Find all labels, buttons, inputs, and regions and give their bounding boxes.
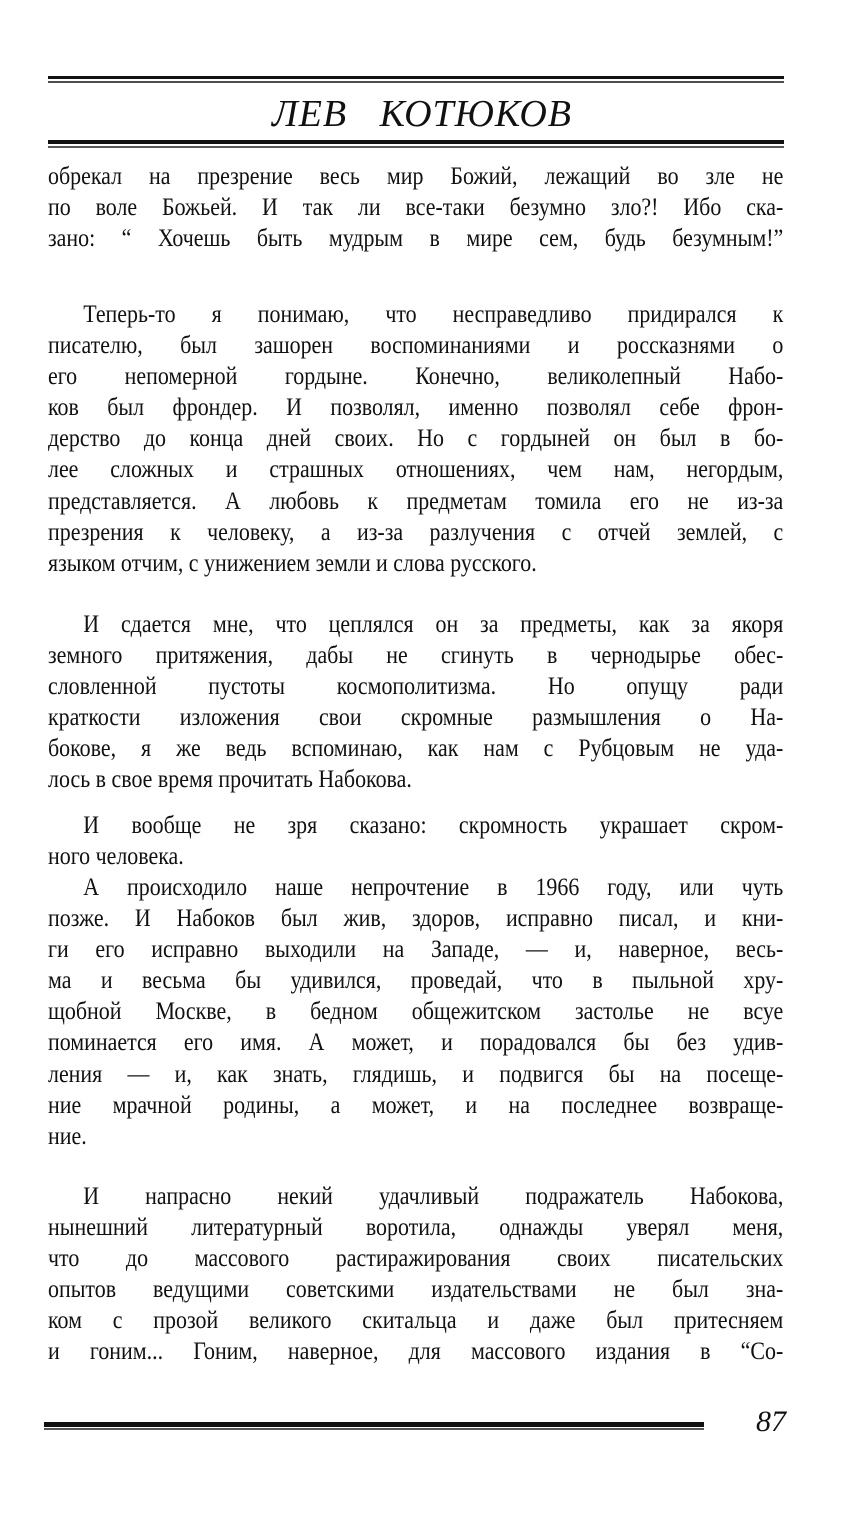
paragraph xyxy=(48,298,784,578)
header-rule-bottom-thin xyxy=(48,146,784,148)
text-line: ного человека. xyxy=(48,841,184,871)
text-line: зано: “ Хочешь быть мудрым в мире сем, будь безумным!” xyxy=(48,223,784,253)
page-number: 87 xyxy=(756,1405,786,1438)
text-line: И сдается мне, что цеплялся он за предметы, как за якоря xyxy=(83,609,784,638)
text-line: ков был фрондер. И позволял, именно позволял себе фрон- xyxy=(48,392,784,422)
text-line: краткости изложения свои скромные размышления о На- xyxy=(48,702,784,732)
footer-rule xyxy=(44,1422,704,1427)
text-line: что до массового растиражирования своих писательских xyxy=(48,1243,784,1273)
text-line: щобной Москве, в бедном общежитском застолье не всуе xyxy=(48,996,784,1026)
running-head-author: ЛЕВ КОТЮКОВ xyxy=(271,93,573,135)
header-rule-top-thin xyxy=(48,81,784,83)
footer-rule-thin xyxy=(44,1428,704,1430)
text-line: по воле Божьей. И так ли все-таки безумно зло?! Ибо ска- xyxy=(48,192,784,222)
text-line: ние мрачной родины, а может, и на последнее возвраще- xyxy=(48,1089,784,1119)
text-line: земного притяжения, дабы не сгинуть в чернодырье обес- xyxy=(48,640,784,670)
text-line: и гоним... Гоним, наверное, для массового издания в “Со- xyxy=(48,1336,784,1366)
text-line: позже. И Набоков был жив, здоров, исправно писал, и кни- xyxy=(48,903,784,933)
text-line: И вообще не зря сказано: скромность украшает скром- xyxy=(83,810,784,839)
text-line: презрения к человеку, а из-за разлучения с отчей землей, с xyxy=(48,516,784,546)
text-line: ги его исправно выходили на Западе, — и, наверное, весь- xyxy=(48,934,784,964)
text-line: поминается его имя. А может, и порадовался бы без удив- xyxy=(48,1027,784,1057)
paragraph xyxy=(48,608,784,795)
text-line: Теперь-то я понимаю, что несправедливо придирался к xyxy=(83,299,784,328)
header-rule-bottom xyxy=(48,140,784,144)
text-line: лось в свое время прочитать Набокова. xyxy=(48,764,412,794)
text-line: ние. xyxy=(48,1120,87,1150)
text-line: дерство до конца дней своих. Но с гордыней он был в бо- xyxy=(48,423,784,453)
text-line: писателю, был зашорен воспоминаниями и россказнями о xyxy=(48,330,784,360)
paragraph xyxy=(48,1180,784,1367)
text-line: обрекал на презрение весь мир Божий, лежащий во зле не xyxy=(48,161,784,190)
text-line: опытов ведущими советскими издательствами не был зна- xyxy=(48,1274,784,1304)
text-line: А происходило наше непрочтение в 1966 году, или чуть xyxy=(83,872,784,901)
text-line: ления — и, как знать, глядишь, и подвигся бы на посеще- xyxy=(48,1058,784,1088)
text-line: ма и весьма бы удивился, проведай, что в пыльной хру- xyxy=(48,965,784,995)
text-line: его непомерной гордыне. Конечно, великолепный Набо- xyxy=(48,361,784,391)
paragraph-continuation xyxy=(48,160,784,253)
text-line: словленной пустоты космополитизма. Но опущу ради xyxy=(48,671,784,701)
paragraph xyxy=(48,871,784,1151)
text-line: бокове, я же ведь вспоминаю, как нам с Рубцовым не уда- xyxy=(48,733,784,763)
paragraph xyxy=(48,809,784,871)
text-line: лее сложных и страшных отношениях, чем нам, негордым, xyxy=(48,454,784,484)
text-line: ком с прозой великого скитальца и даже был притесняем xyxy=(48,1305,784,1335)
text-line: нынешний литературный воротила, однажды уверял меня, xyxy=(48,1212,784,1242)
text-line: представляется. А любовь к предметам томила его не из-за xyxy=(48,485,784,515)
text-line: языком отчим, с унижением земли и слова русского. xyxy=(48,547,537,577)
text-line: И напрасно некий удачливый подражатель Набокова, xyxy=(83,1181,784,1210)
header-rule-top xyxy=(48,76,784,79)
